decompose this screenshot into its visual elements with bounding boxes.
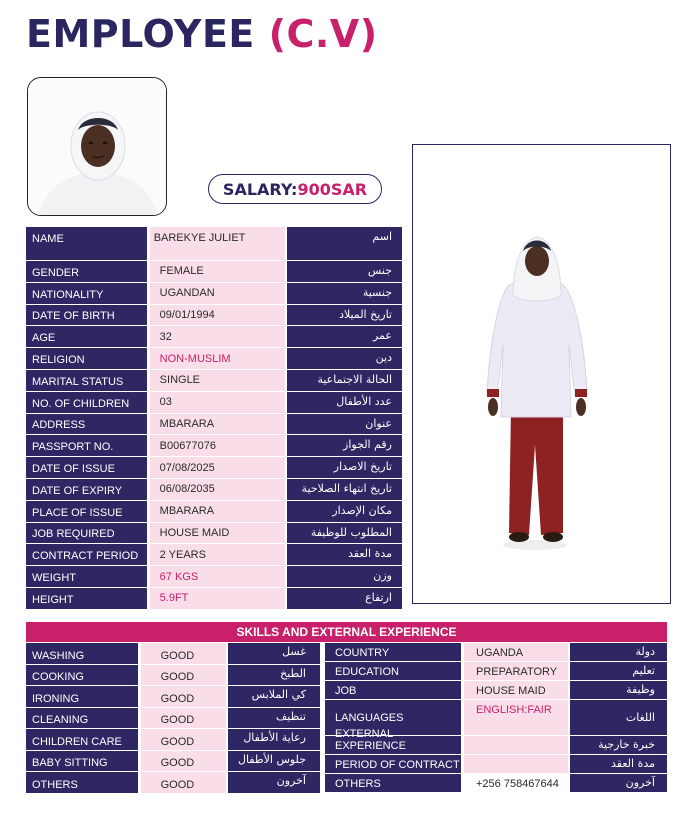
skill-label: OTHERS [26, 772, 138, 793]
full-body-photo [412, 144, 671, 604]
field-value: UGANDAN [150, 283, 286, 304]
skill-value: GOOD [141, 729, 227, 750]
field-value: 2 YEARS [150, 544, 286, 565]
experience-value: UGANDA [464, 643, 568, 661]
field-value: HOUSE MAID [150, 523, 286, 544]
field-label: HEIGHT [26, 588, 147, 609]
field-label: WEIGHT [26, 566, 147, 587]
field-value: B00677076 [150, 435, 286, 456]
table-row [26, 414, 402, 436]
field-label-arabic: تاريخ انتهاء الصلاحية [287, 479, 402, 500]
table-row [26, 261, 402, 283]
field-label-arabic: اسم [287, 227, 402, 260]
table-row [26, 665, 320, 687]
field-label-arabic: مدة العقد [287, 544, 402, 565]
salary-badge [208, 174, 382, 204]
table-row [26, 392, 402, 414]
field-value: 5.9FT [150, 588, 286, 609]
experience-label: COUNTRY [325, 643, 461, 661]
field-value: SINGLE [150, 370, 286, 391]
skills-table [26, 643, 320, 794]
table-row [26, 501, 402, 523]
experience-label: PERIOD OF CONTRACT [325, 755, 461, 773]
skill-value: GOOD [141, 665, 227, 686]
field-label: DATE OF BIRTH [26, 305, 147, 326]
field-label-arabic: جنس [287, 261, 402, 282]
skill-label: COOKING [26, 665, 138, 686]
personal-info-table [26, 227, 402, 610]
experience-label: JOB [325, 681, 461, 699]
table-row [325, 681, 667, 700]
field-label: DATE OF EXPIRY [26, 479, 147, 500]
table-row [26, 457, 402, 479]
experience-value [464, 755, 568, 773]
field-label: GENDER [26, 261, 147, 282]
field-value: MBARARA [150, 414, 286, 435]
field-value: 06/08/2035 [150, 479, 286, 500]
field-value: 09/01/1994 [150, 305, 286, 326]
table-row [26, 305, 402, 327]
table-row [325, 774, 667, 793]
table-row [325, 736, 667, 755]
field-label-arabic: ارتفاع [287, 588, 402, 609]
skill-value: GOOD [141, 751, 227, 772]
field-label: MARITAL STATUS [26, 370, 147, 391]
field-label: RELIGION [26, 348, 147, 369]
table-row [26, 588, 402, 610]
field-label-arabic: عدد الأطفال [287, 392, 402, 413]
field-label: NO. OF CHILDREN [26, 392, 147, 413]
field-label-arabic: عمر [287, 326, 402, 347]
experience-label: LANGUAGES [325, 700, 461, 735]
page-title [26, 12, 378, 56]
skill-value: GOOD [141, 643, 227, 664]
field-label-arabic: دين [287, 348, 402, 369]
skill-label-arabic: الطبخ [228, 665, 320, 686]
field-label-arabic: وزن [287, 566, 402, 587]
skills-section-title: SKILLS AND EXTERNAL EXPERIENCE [26, 622, 667, 642]
skill-label-arabic: آخرون [228, 772, 320, 793]
field-label-arabic: جنسية [287, 283, 402, 304]
field-label-arabic: المطلوب للوظيفة [287, 523, 402, 544]
portrait-photo [27, 77, 167, 216]
experience-label-arabic: دولة [570, 643, 667, 661]
skill-label-arabic: غسل [228, 643, 320, 664]
table-row [26, 751, 320, 773]
experience-label-arabic: آخرون [570, 774, 667, 792]
table-row [26, 479, 402, 501]
field-value: 32 [150, 326, 286, 347]
table-row [26, 643, 320, 665]
title-accent: (C.V) [268, 12, 378, 56]
field-label: DATE OF ISSUE [26, 457, 147, 478]
experience-label: EDUCATION [325, 662, 461, 680]
skill-label: WASHING [26, 643, 138, 664]
table-row [325, 643, 667, 662]
field-value: FEMALE [150, 261, 286, 282]
table-row [26, 523, 402, 545]
experience-label-arabic: وظيفة [570, 681, 667, 699]
experience-value [464, 736, 568, 754]
salary-label: SALARY: [222, 179, 298, 199]
experience-label: OTHERS [325, 774, 461, 792]
table-row [26, 772, 320, 794]
field-label-arabic: تاريخ الاصدار [287, 457, 402, 478]
skill-label-arabic: رعاية الأطفال [228, 729, 320, 750]
skill-label-arabic: تنظيف [228, 708, 320, 729]
field-value: NON-MUSLIM [150, 348, 286, 369]
table-row [26, 348, 402, 370]
skill-label-arabic: جلوس الأطفال [228, 751, 320, 772]
field-label: AGE [26, 326, 147, 347]
skill-label: CLEANING [26, 708, 138, 729]
skill-value: GOOD [141, 686, 227, 707]
experience-value: ENGLISH:FAIR [464, 700, 568, 735]
skill-value: GOOD [141, 772, 227, 793]
field-label-arabic: عنوان [287, 414, 402, 435]
field-label: NATIONALITY [26, 283, 147, 304]
field-value: 67 KGS [150, 566, 286, 587]
skill-label: BABY SITTING [26, 751, 138, 772]
skill-label-arabic: كي الملابس [228, 686, 320, 707]
experience-value: PREPARATORY [464, 662, 568, 680]
experience-label-arabic: اللغات [570, 700, 667, 735]
table-row [26, 283, 402, 305]
table-row [26, 370, 402, 392]
field-label: NAME [26, 227, 147, 260]
field-label-arabic: رقم الجواز [287, 435, 402, 456]
skill-label: IRONING [26, 686, 138, 707]
skill-label: CHILDREN CARE [26, 729, 138, 750]
table-row [325, 755, 667, 774]
table-row [26, 708, 320, 730]
field-label: CONTRACT PERIOD [26, 544, 147, 565]
field-label-arabic: الحالة الاجتماعية [287, 370, 402, 391]
experience-label: EXPERIENCE [325, 736, 461, 754]
experience-value: +256 758467644 [464, 774, 568, 792]
experience-label-arabic: تعليم [570, 662, 667, 680]
table-row [26, 729, 320, 751]
skill-value: GOOD [141, 708, 227, 729]
table-row [325, 662, 667, 681]
field-label-arabic: مكان الإصدار [287, 501, 402, 522]
field-label: PLACE OF ISSUE [26, 501, 147, 522]
table-row [26, 544, 402, 566]
table-row [26, 686, 320, 708]
table-row [26, 435, 402, 457]
table-row [26, 566, 402, 588]
field-label: PASSPORT NO. [26, 435, 147, 456]
experience-table [325, 643, 667, 793]
experience-label-arabic: خبرة خارجية [570, 736, 667, 754]
field-value: BAREKYE JULIET [150, 227, 286, 260]
field-label: JOB REQUIRED [26, 523, 147, 544]
field-value: MBARARA [150, 501, 286, 522]
experience-value: HOUSE MAID [464, 681, 568, 699]
title-main: EMPLOYEE [26, 12, 255, 56]
field-value: 07/08/2025 [150, 457, 286, 478]
field-label: ADDRESS [26, 414, 147, 435]
field-value: 03 [150, 392, 286, 413]
table-row [26, 326, 402, 348]
table-row [26, 227, 402, 261]
experience-label-arabic: مدة العقد [570, 755, 667, 773]
salary-value: 900SAR [297, 179, 368, 199]
field-label-arabic: تاريخ الميلاد [287, 305, 402, 326]
